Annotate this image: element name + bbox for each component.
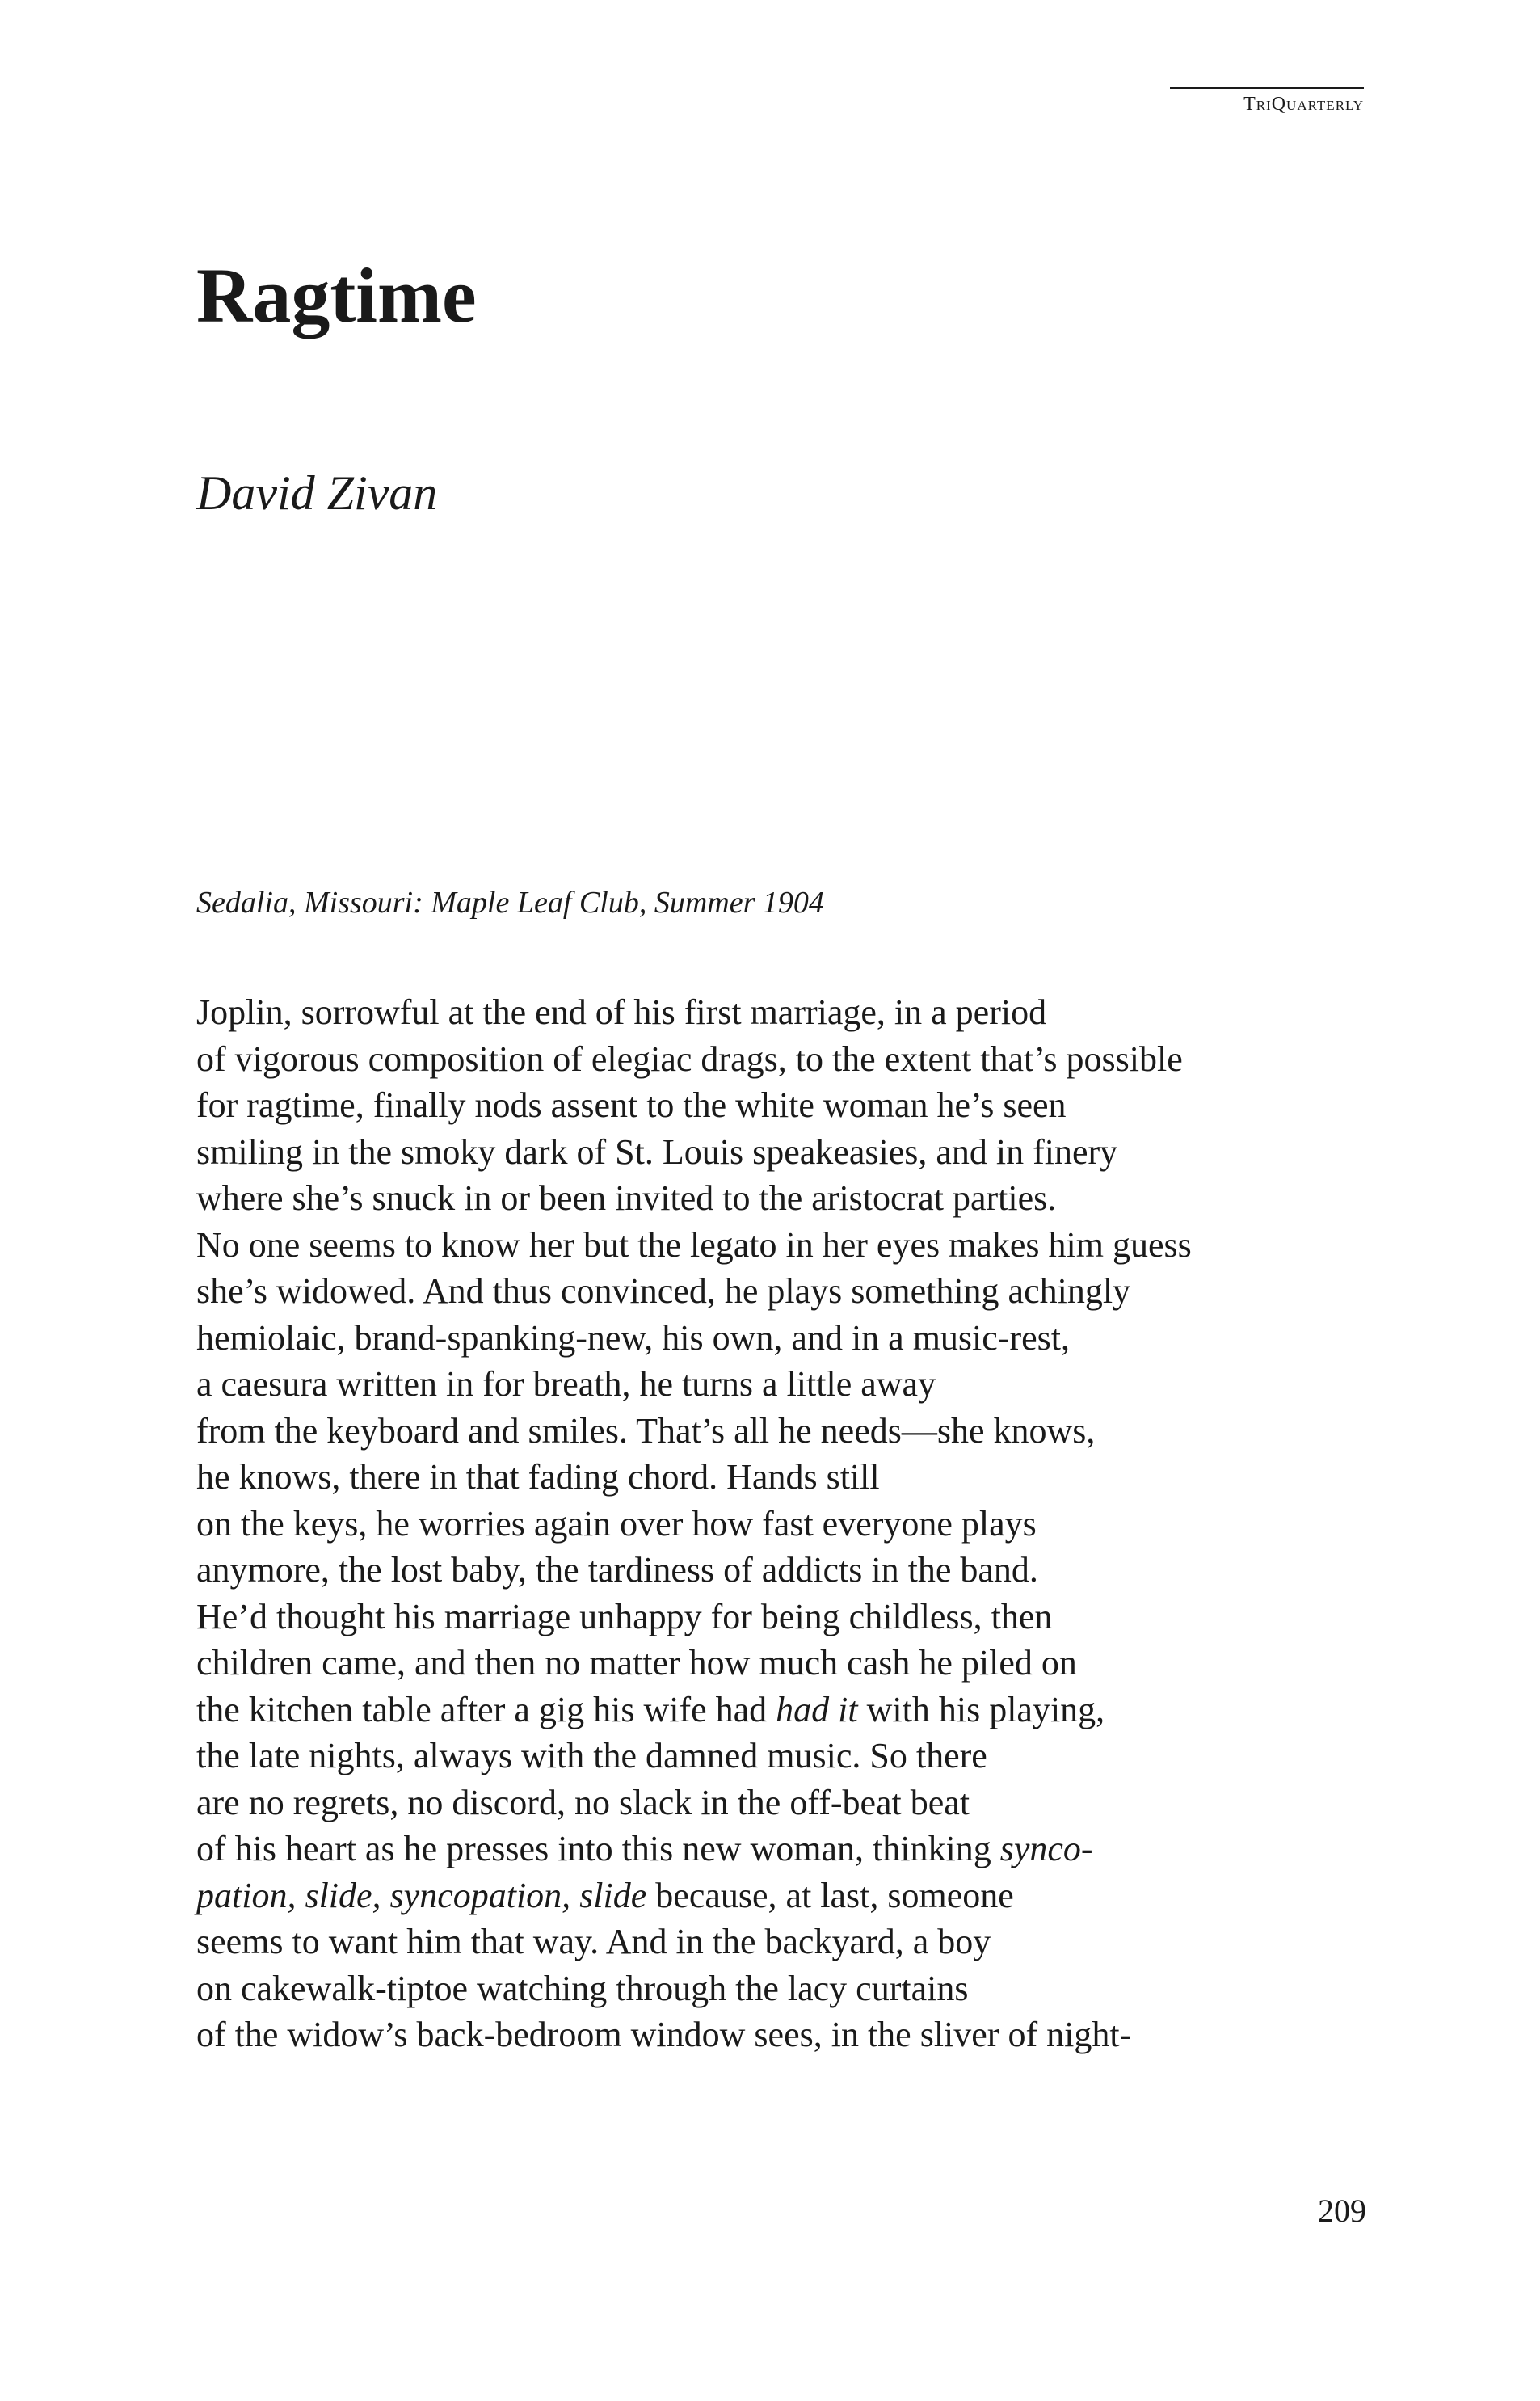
poem-line-text: for ragtime, finally nods assent to the white woman he’s seen xyxy=(196,1085,1067,1125)
poem-line-italic-text: pation, slide, syncopation, slide xyxy=(196,1875,647,1915)
author-name: David Zivan xyxy=(196,466,438,520)
poem-line xyxy=(196,1361,1392,1408)
poem-line-text: because, at last, someone xyxy=(646,1875,1014,1915)
poem-line-text: he knows, there in that fading chord. Hands still xyxy=(196,1457,880,1497)
poem-line xyxy=(196,1408,1392,1455)
poem-line-text: Joplin, sorrowful at the end of his first marriage, in a period xyxy=(196,992,1047,1032)
journal-name: TriQuarterly xyxy=(1243,94,1364,115)
poem-title: Ragtime xyxy=(196,252,477,339)
poem-line-text: smiling in the smoky dark of St. Louis speakeasies, and in finery xyxy=(196,1131,1118,1172)
running-head xyxy=(1170,87,1364,116)
poem-line xyxy=(196,1919,1392,1965)
poem-line-text: of the widow’s back-bedroom window sees, in the sliver of night- xyxy=(196,2015,1132,2054)
poem-line xyxy=(196,1780,1392,1826)
poem-line xyxy=(196,1082,1392,1129)
poem-body xyxy=(196,989,1392,2058)
poem-line-text: the kitchen table after a gig his wife had xyxy=(196,1689,776,1729)
poem-line xyxy=(196,1454,1392,1501)
poem-line xyxy=(196,1687,1392,1733)
running-head-rule xyxy=(1170,87,1364,89)
poem-line-text: He’d thought his marriage unhappy for being childless, then xyxy=(196,1596,1053,1636)
poem-line-text: of vigorous composition of elegiac drags, to the extent that’s possible xyxy=(196,1038,1183,1079)
poem-line xyxy=(196,1547,1392,1594)
poem-line-text: where she’s snuck in or been invited to the aristocrat parties. xyxy=(196,1178,1057,1218)
page-number: 209 xyxy=(1318,2192,1366,2229)
poem-line-text: No one seems to know her but the legato in her eyes makes him guess xyxy=(196,1224,1192,1265)
poem-line xyxy=(196,1826,1392,1872)
poem-line xyxy=(196,1315,1392,1362)
poem-line xyxy=(196,1036,1392,1083)
poem-line-text: children came, and then no matter how much cash he piled on xyxy=(196,1643,1077,1683)
poem-line-text: are no regrets, no discord, no slack in the off-beat beat xyxy=(196,1782,970,1822)
epigraph-venue: Maple Leaf Club, Summer 1904 xyxy=(431,886,824,920)
poem-line xyxy=(196,1872,1392,1919)
poem-line xyxy=(196,1501,1392,1548)
poem-line xyxy=(196,1222,1392,1269)
poem-line xyxy=(196,1594,1392,1641)
poem-line xyxy=(196,1175,1392,1222)
poem-line-text: the late nights, always with the damned music. So there xyxy=(196,1736,987,1775)
poem-line-text: with his playing, xyxy=(857,1689,1105,1729)
poem-line xyxy=(196,1129,1392,1176)
poem-line-italic-text: synco- xyxy=(999,1829,1093,1868)
poem-line-text: on the keys, he worries again over how fast everyone plays xyxy=(196,1503,1037,1544)
epigraph-place: Sedalia, Missouri: xyxy=(196,886,423,920)
poem-line-text: hemiolaic, brand-spanking-new, his own, and in a music-rest, xyxy=(196,1317,1070,1358)
poem-line-text: from the keyboard and smiles. That’s all he needs—she knows, xyxy=(196,1410,1096,1451)
poem-line-text: seems to want him that way. And in the backyard, a boy xyxy=(196,1922,991,1961)
poem-line xyxy=(196,1640,1392,1687)
poem-line-text: a caesura written in for breath, he turns a little away xyxy=(196,1364,936,1404)
poem-line-italic-text: had it xyxy=(776,1689,858,1729)
poem-line xyxy=(196,1268,1392,1315)
poem-line-text: on cakewalk-tiptoe watching through the lacy curtains xyxy=(196,1968,969,2008)
poem-line xyxy=(196,2011,1392,2058)
poem-line-text: anymore, the lost baby, the tardiness of addicts in the band. xyxy=(196,1550,1038,1590)
epigraph xyxy=(196,887,824,918)
poem-line xyxy=(196,1733,1392,1780)
poem-line-text: of his heart as he presses into this new woman, thinking xyxy=(196,1829,1000,1868)
poem-line-text: she’s widowed. And thus convinced, he plays something achingly xyxy=(196,1271,1131,1311)
poem-line xyxy=(196,989,1392,1036)
poem-line xyxy=(196,1965,1392,2012)
